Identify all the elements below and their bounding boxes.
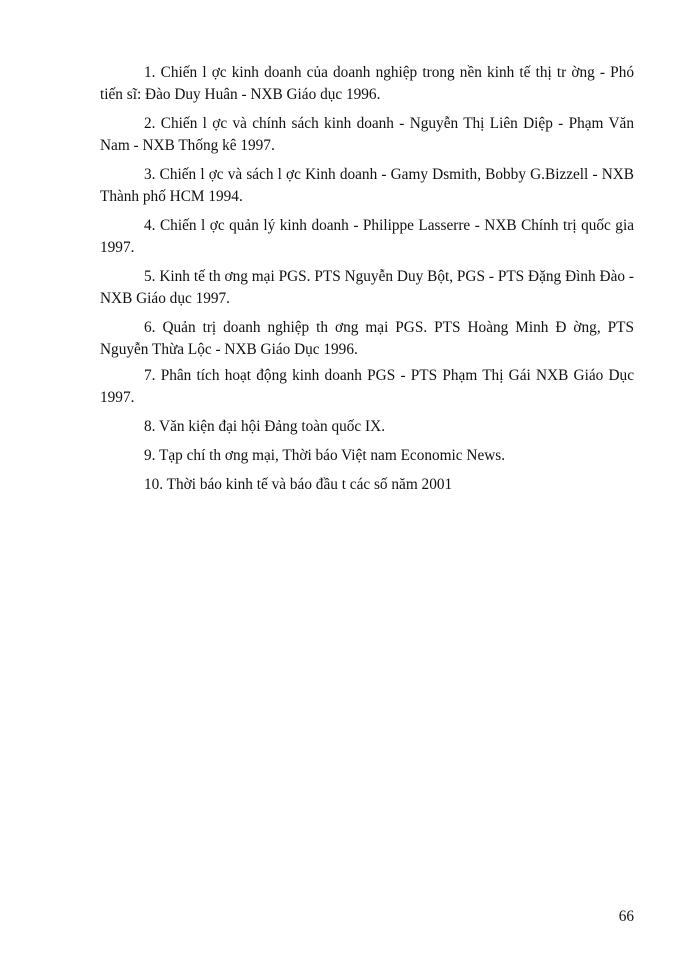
page-number: 66 — [618, 908, 634, 925]
reference-list — [100, 62, 634, 503]
reference-item-9: 9. Tạp chí th ơng mại, Thời báo Việt nam Economic News. — [144, 447, 506, 464]
reference-item-4: 4. Chiến l ợc quản lý kinh doanh - Philippe Lasserre - NXB Chính trị quốc gia 1997. — [100, 217, 634, 256]
reference-item-5: 5. Kinh tế th ơng mại PGS. PTS Nguyễn Duy Bột, PGS - PTS Đặng Đình Đào - NXB Giáo dục 1997. — [100, 268, 634, 307]
reference-item-1: 1. Chiến l ợc kinh doanh của doanh nghiệp trong nền kinh tế thị tr ờng - Phó tiến sĩ: Đào Duy Huân - NXB Giáo dục 1996. — [100, 64, 634, 103]
reference-item-8: 8. Văn kiện đại hội Đảng toàn quốc IX. — [144, 418, 386, 435]
reference-item-3: 3. Chiến l ợc và sách l ợc Kinh doanh - Gamy Dsmith, Bobby G.Bizzell - NXB Thành phố HCM 1994. — [100, 166, 634, 205]
reference-item-10: 10. Thời báo kinh tế và báo đầu t các số năm 2001 — [144, 476, 453, 493]
reference-item-7: 7. Phân tích hoạt động kinh doanh PGS - PTS Phạm Thị Gái NXB Giáo Dục 1997. — [100, 367, 634, 406]
reference-item-6: 6. Quản trị doanh nghiệp th ơng mại PGS. PTS Hoàng Minh Đ ờng, PTS Nguyễn Thừa Lộc - NXB Giáo Dục 1996. — [100, 319, 634, 358]
reference-item-2: 2. Chiến l ợc và chính sách kinh doanh - Nguyễn Thị Liên Diệp - Phạm Văn Nam - NXB Thống kê 1997. — [100, 115, 634, 154]
